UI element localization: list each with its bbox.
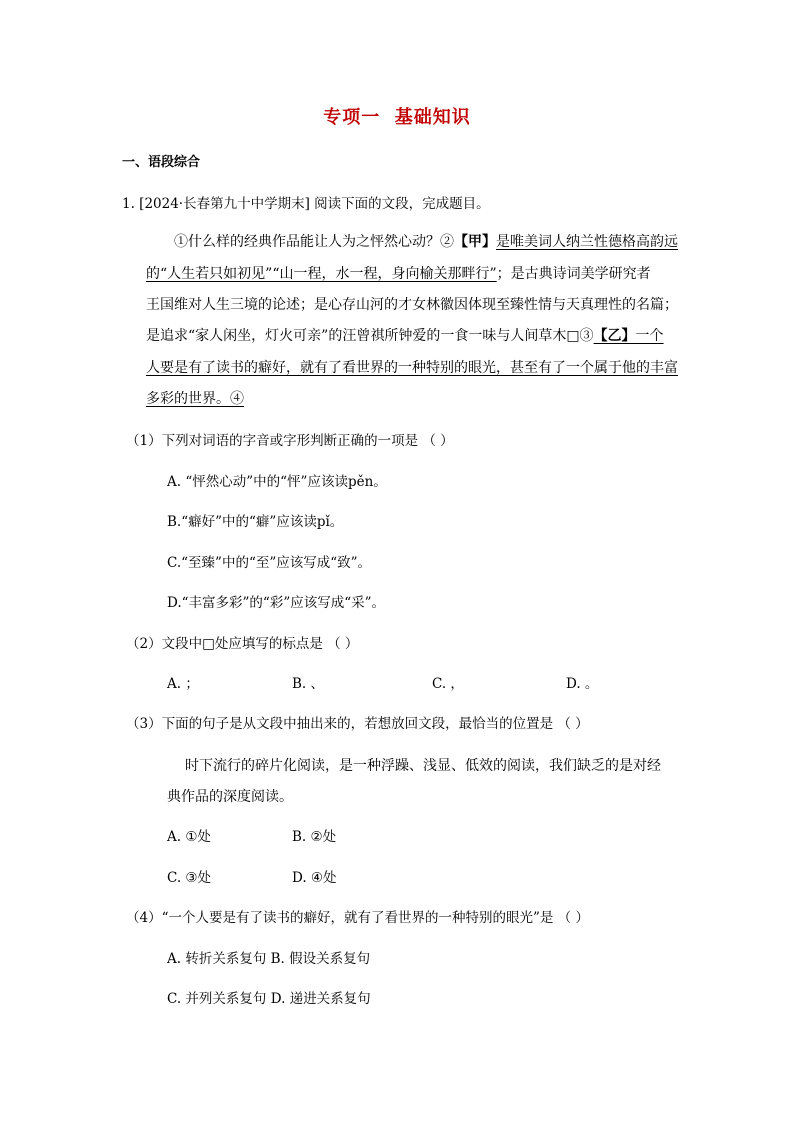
blank-yi-marker: 【乙】 [593,328,636,344]
passage-line-4 [146,326,664,346]
option-2c: C. ， [432,676,464,692]
option-4-row-1: A. 转折关系复句 B. 假设关系复句 [167,951,371,967]
option-1b: B.“癖好”中的“癖”应该读pǐ。 [167,514,344,530]
passage-underlined-text: 多彩的世界。④ [146,391,244,407]
passage-underlined-text: 的“人生若只如初见”“山一程，水一程，身向榆关那畔行” [146,266,497,282]
question-1-stem: 1. [2024·长春第九十中学期末] 阅读下面的文段，完成题目。 [122,196,490,212]
passage-text: 是追求“家人闲坐，灯火可亲”的汪曾祺所钟爱的一食一味与人间草木□③ [146,328,594,344]
sub-question-2-stem: （2）文段中□处应填写的标点是 （ ） [126,636,359,652]
passage-line-3: 王国维对人生三境的论述；是心存山河的才女林徽因体现至臻性情与天真理性的名篇； [146,297,678,313]
passage-text: ；是古典诗词美学研究者 [496,266,651,282]
page-title: 专项一 基础知识 [323,107,471,128]
insert-sentence-line-1: 时下流行的碎片化阅读，是一种浮躁、浅显、低效的阅读，我们缺乏的是对经 [185,758,661,774]
option-3d: D. ④处 [292,870,337,886]
blank-jia-marker: 【甲】 [454,234,496,250]
option-1d: D.“丰富多彩”的“彩”应该写成“采”。 [167,595,386,611]
sub-question-3-stem: （3）下面的句子是从文段中抽出来的，若想放回文段，最恰当的位置是 （ ） [126,716,589,732]
option-4-row-2: C. 并列关系复句 D. 递进关系复句 [167,991,371,1007]
passage-underlined-text: 是唯美词人纳兰性德格高韵远 [496,234,678,250]
option-2a: A. ； [167,676,199,692]
insert-sentence-line-2: 典作品的深度阅读。 [167,789,293,805]
passage-text: ①什么样的经典作品能让人为之怦然心动？② [174,234,454,250]
option-3b: B. ②处 [292,829,337,845]
passage-line-6 [146,389,244,409]
sub-question-4-stem: （4）“一个人要是有了读书的癖好，就有了看世界的一种特别的眼光”是 （ ） [126,910,589,926]
section-heading: 一、语段综合 [122,155,201,170]
option-2d: D. 。 [566,676,599,692]
passage-underlined-text: 一个 [635,328,664,344]
option-1c: C.“至臻”中的“至”应该写成“致”。 [167,555,372,571]
passage-line-1 [174,232,678,252]
option-2b: B. 、 [292,676,325,692]
sub-question-1-stem: （1）下列对词语的字音或字形判断正确的一项是 （ ） [126,433,454,449]
passage-line-2 [146,264,651,284]
option-3a: A. ①处 [167,829,211,845]
option-1a: A. “怦然心动”中的“怦”应该读pěn。 [167,474,387,490]
passage-line-5: 人要是有了读书的癖好，就有了看世界的一种特别的眼光，甚至有了一个属于他的丰富 [146,360,678,376]
option-3c: C. ③处 [167,870,212,886]
